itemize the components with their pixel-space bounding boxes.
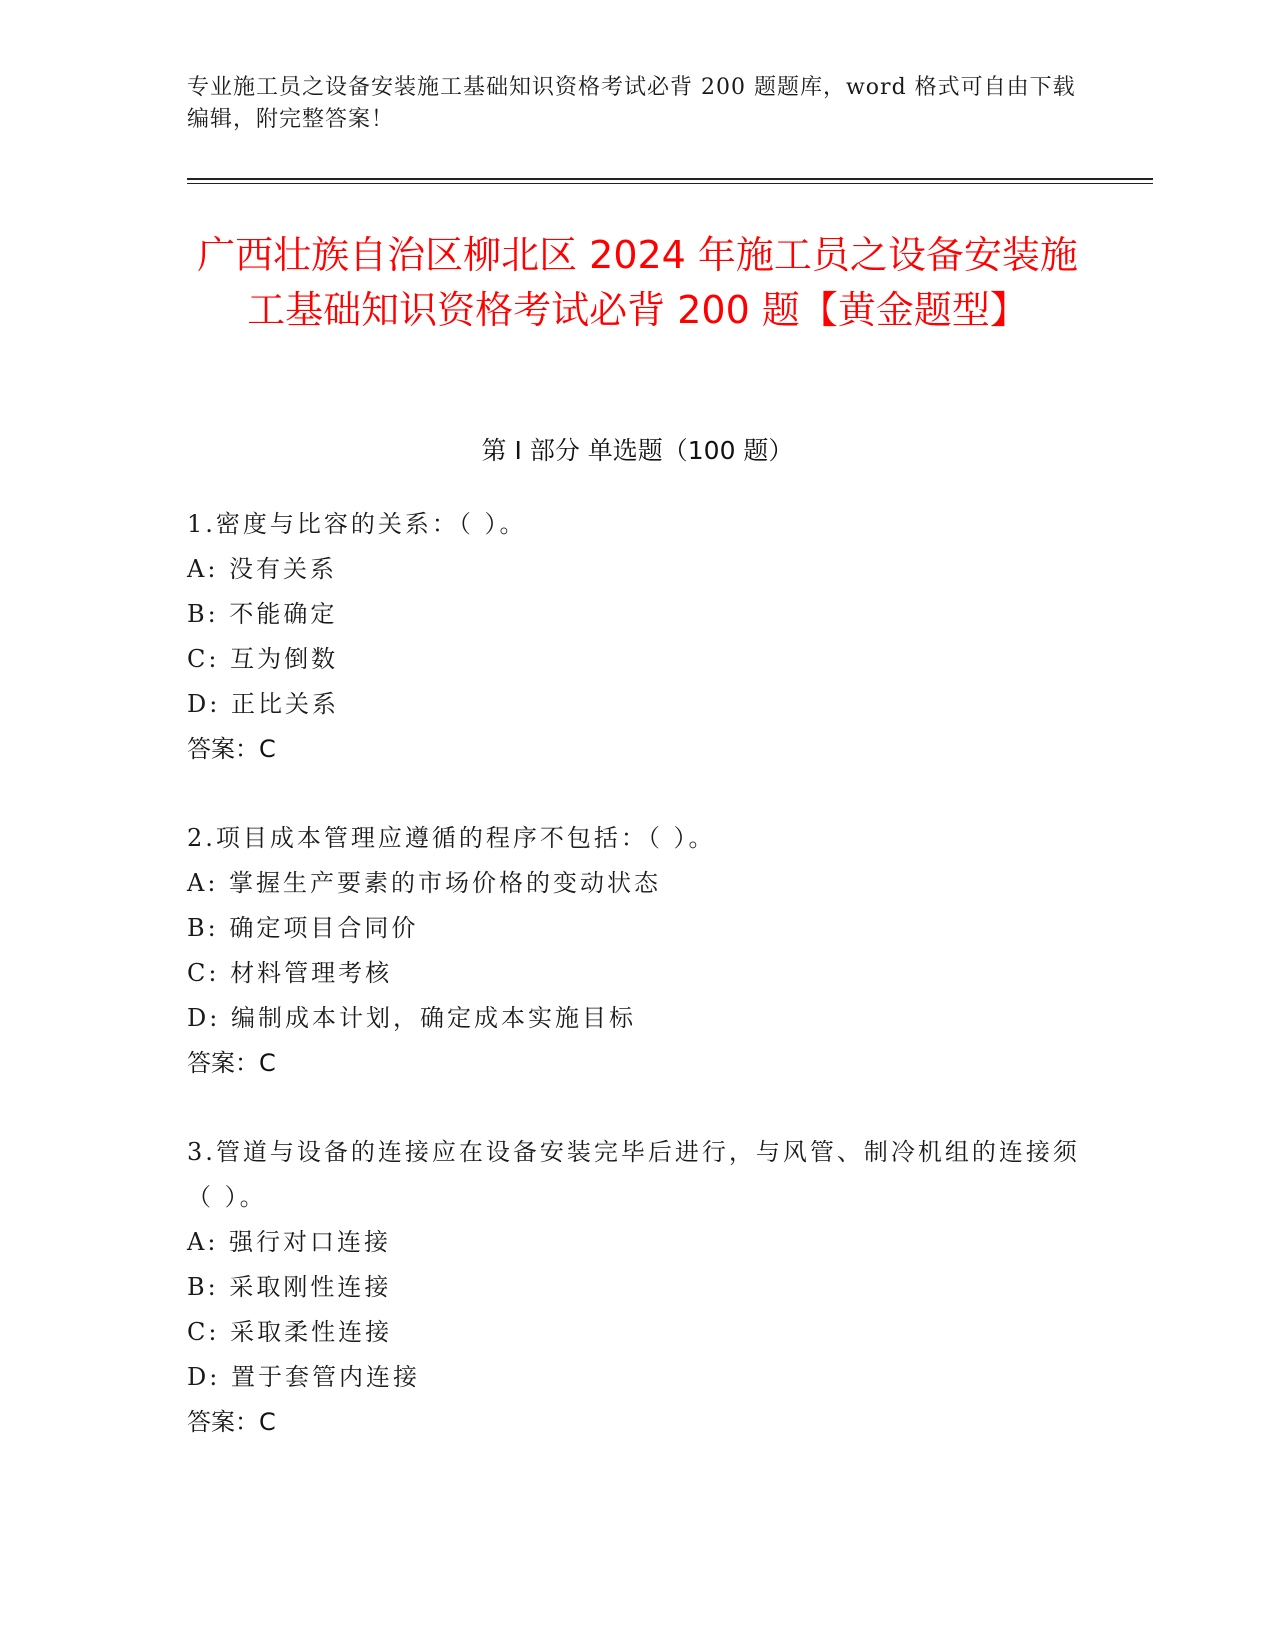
- option-c: C: 互为倒数: [187, 645, 339, 673]
- option-a: A: 强行对口连接: [187, 1228, 392, 1256]
- question-1: [187, 502, 1087, 772]
- option-c: C: 采取柔性连接: [187, 1318, 393, 1346]
- option-d: D: 置于套管内连接: [187, 1363, 420, 1391]
- header-divider-thin: [187, 183, 1153, 184]
- answer: 答案：C: [187, 1049, 276, 1077]
- header-divider-thick: [187, 178, 1153, 180]
- answer: 答案：C: [187, 1408, 276, 1436]
- section-title: 第 I 部分 单选题（100 题）: [481, 436, 794, 465]
- option-c: C: 材料管理考核: [187, 959, 393, 987]
- option-a: A: 没有关系: [187, 555, 338, 583]
- question-3: [187, 1130, 1087, 1445]
- option-a: A: 掌握生产要素的市场价格的变动状态: [187, 869, 662, 897]
- question-stem: 1.密度与比容的关系：（ ）。: [187, 510, 527, 538]
- option-d: D: 编制成本计划，确定成本实施目标: [187, 1004, 636, 1032]
- question-stem: 2.项目成本管理应遵循的程序不包括：（ ）。: [187, 824, 716, 852]
- option-b: B: 采取刚性连接: [187, 1273, 392, 1301]
- option-b: B: 确定项目合同价: [187, 914, 419, 942]
- option-b: B: 不能确定: [187, 600, 338, 628]
- document-title: 广西壮族自治区柳北区 2024 年施工员之设备安装施工基础知识资格考试必背 200 题【黄金题型】: [197, 233, 1078, 332]
- header-note: 专业施工员之设备安装施工基础知识资格考试必背 200 题题库，word 格式可自由下载编辑，附完整答案！: [187, 75, 1076, 132]
- option-d: D: 正比关系: [187, 690, 339, 718]
- question-stem: 3.管道与设备的连接应在设备安装完毕后进行，与风管、制冷机组的连接须（ ）。: [187, 1138, 1080, 1211]
- answer: 答案：C: [187, 735, 276, 763]
- question-2: [187, 816, 1087, 1086]
